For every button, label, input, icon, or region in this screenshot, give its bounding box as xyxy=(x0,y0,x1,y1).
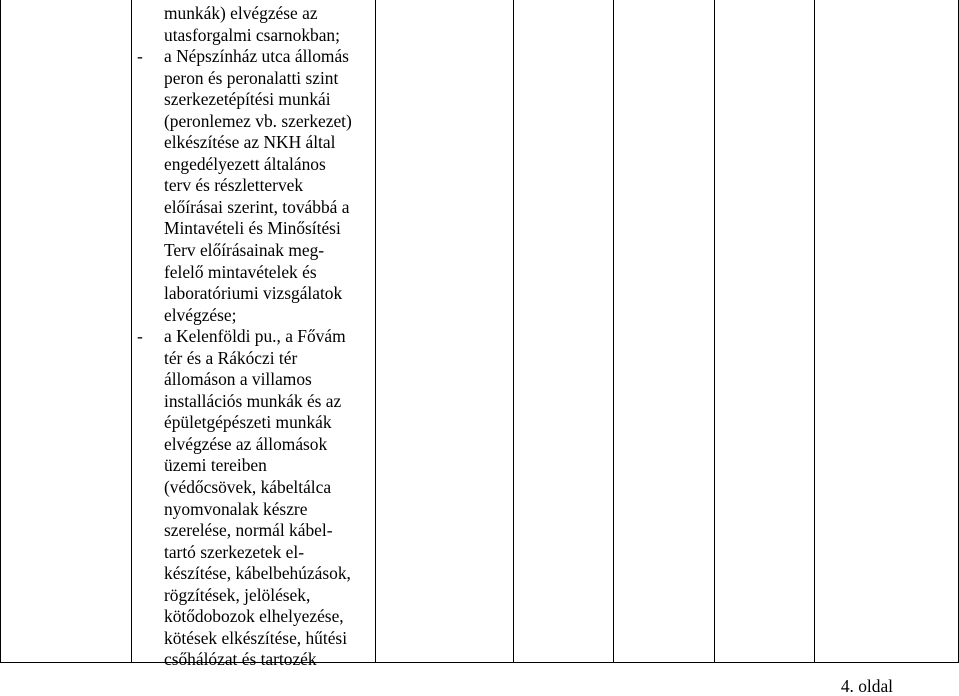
text-line xyxy=(137,197,377,219)
column-divider-1 xyxy=(131,0,132,663)
line-text: laboratóriumi vizsgálatok xyxy=(164,283,343,304)
text-line xyxy=(137,3,377,25)
line-text: szerkezetépítési munkái xyxy=(164,89,331,110)
line-text: tér és a Rákóczi tér xyxy=(164,347,298,368)
line-text: engedélyezett általános xyxy=(164,153,326,174)
text-line xyxy=(137,563,377,585)
line-text: üzemi tereiben xyxy=(164,455,267,476)
line-text: elvégzése; xyxy=(164,304,237,325)
text-line xyxy=(137,628,377,650)
column-divider-3 xyxy=(513,0,514,663)
column-divider-4 xyxy=(613,0,614,663)
line-text: szerelése, normál kábel- xyxy=(164,520,333,541)
line-text: terv és részlettervek xyxy=(164,175,304,196)
text-line xyxy=(137,455,377,477)
text-line xyxy=(137,348,377,370)
table-border-left xyxy=(0,0,1,663)
text-line xyxy=(137,154,377,176)
line-text: csőhálózat és tartozék xyxy=(164,649,317,670)
text-line xyxy=(137,542,377,564)
text-line xyxy=(137,46,377,68)
text-line xyxy=(137,369,377,391)
bullet-dash: - xyxy=(137,46,143,67)
text-line xyxy=(137,262,377,284)
description-cell xyxy=(137,3,377,671)
line-text: installációs munkák és az xyxy=(164,390,342,411)
text-line xyxy=(137,175,377,197)
text-line xyxy=(137,240,377,262)
line-text: készítése, kábelbehúzások, xyxy=(164,563,351,584)
text-line xyxy=(137,391,377,413)
line-text: rögzítések, jelölések, xyxy=(164,584,311,605)
text-line xyxy=(137,412,377,434)
line-text: peron és peronalatti szint xyxy=(164,67,339,88)
text-line xyxy=(137,585,377,607)
bullet-dash: - xyxy=(137,326,143,347)
text-line xyxy=(137,68,377,90)
column-divider-5 xyxy=(714,0,715,663)
page-number: 4. oldal xyxy=(840,676,893,696)
line-text: kötések elkészítése, hűtési xyxy=(164,627,348,648)
column-divider-6 xyxy=(814,0,815,663)
text-line xyxy=(137,499,377,521)
line-text: a Népszínház utca állomás xyxy=(164,46,349,67)
line-text: Mintavételi és Minősítési xyxy=(164,218,341,239)
line-text: elvégzése az állomások xyxy=(164,433,328,454)
line-text: Terv előírásainak meg- xyxy=(164,240,325,261)
text-line xyxy=(137,89,377,111)
line-text: kötődobozok elhelyezése, xyxy=(164,606,344,627)
line-text: (peronlemez vb. szerkezet) xyxy=(164,110,352,131)
line-text: a Kelenföldi pu., a Fővám xyxy=(164,326,346,347)
text-line xyxy=(137,326,377,348)
text-line xyxy=(137,520,377,542)
text-line xyxy=(137,434,377,456)
text-line xyxy=(137,606,377,628)
text-line xyxy=(137,218,377,240)
text-line xyxy=(137,132,377,154)
line-text: nyomvonalak készre xyxy=(164,498,308,519)
line-text: elkészítése az NKH által xyxy=(164,132,336,153)
text-line xyxy=(137,25,377,47)
text-line xyxy=(137,477,377,499)
line-text: felelő mintavételek és xyxy=(164,261,317,282)
text-line xyxy=(137,111,377,133)
text-line xyxy=(137,283,377,305)
line-text: tartó szerkezetek el- xyxy=(164,541,304,562)
line-text: (védőcsövek, kábeltálca xyxy=(164,477,332,498)
line-text: állomáson a villamos xyxy=(164,369,312,390)
text-line xyxy=(137,649,377,671)
line-text: munkák) elvégzése az xyxy=(164,3,318,23)
line-text: épületgépészeti munkák xyxy=(164,412,332,433)
line-text: utasforgalmi csarnokban; xyxy=(164,24,340,45)
text-line xyxy=(137,305,377,327)
line-text: előírásai szerint, továbbá a xyxy=(164,196,350,217)
